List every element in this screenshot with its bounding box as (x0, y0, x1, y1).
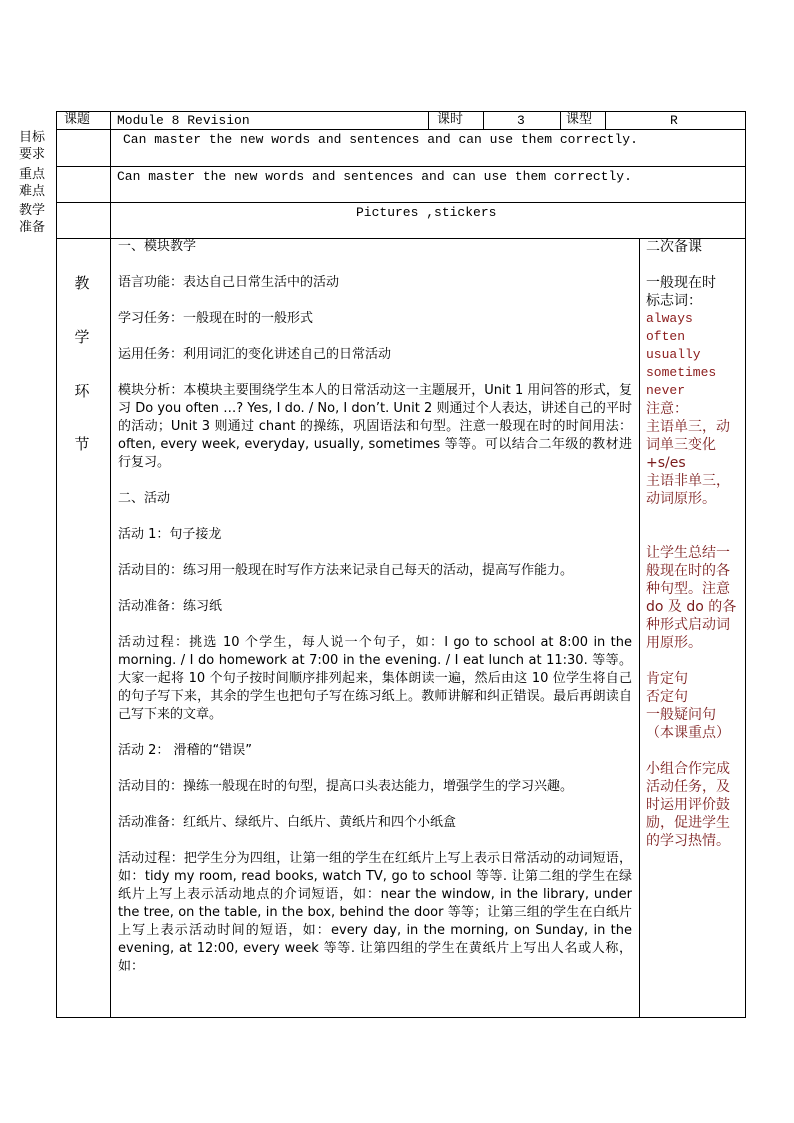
activity-1-prep: 活动准备：练习纸 (118, 599, 223, 614)
process-label-3: 环 (74, 382, 90, 400)
main-content (118, 238, 632, 976)
activity-1-process: 活动过程：挑选 10 个学生，每人说一个句子，如：I go to school at 8:00 in the morning. / I do homework at 7:00 in the evening. / I eat lunch at 11:30. 等等。大家一起将 10 个句子按时间顺序排列起来，集体朗读一遍，然后由这 10 位学生将自己的句子写下来，其余的学生也把句子写在练习纸上。教师讲解和纠正错误。最后再朗读自己写下来的文章。 (118, 635, 632, 722)
hours-label: 课时 (437, 112, 464, 127)
note-suffix: +s/es (646, 455, 686, 471)
prep-label (8, 204, 56, 234)
goals-label-line2: 要求 (18, 147, 45, 162)
note-affirmative: 肯定句 (646, 671, 688, 687)
col-divider (428, 111, 429, 129)
topic-value: Module 8 Revision (117, 113, 250, 128)
prep-label-line2: 准备 (18, 220, 45, 235)
signal-word: sometimes (646, 365, 717, 380)
note-signal-words: 标志词： (646, 293, 702, 309)
type-label: 课型 (566, 112, 593, 127)
note-attention: 注意： (646, 401, 688, 417)
note-summary: 让学生总结一般现在时的各种句型。注意 do 及 do 的各种形式启动词用原形。 (646, 545, 737, 651)
prep-label-line1: 教学 (18, 203, 45, 218)
keypoints-label-line1: 重点 (18, 167, 45, 182)
goals-label (8, 131, 56, 161)
col-divider (483, 111, 484, 129)
signal-word: often (646, 329, 686, 344)
signal-word: always (646, 311, 693, 326)
keypoints-text: Can master the new words and sentences and can use them correctly. (117, 169, 632, 184)
col-divider (639, 238, 640, 1018)
note-question: 一般疑问句（本课重点） (646, 707, 730, 741)
notes-title: 二次备课 (646, 239, 702, 255)
activity-2-goal: 活动目的：操练一般现在时的句型，提高口头表达能力，增强学生的学习兴趣。 (118, 779, 574, 794)
section-activities: 二、活动 (118, 491, 171, 506)
goals-label-line1: 目标 (18, 130, 45, 145)
prep-text: Pictures ,stickers (356, 205, 497, 220)
application-task: 运用任务：利用词汇的变化讲述自己的日常活动 (118, 347, 392, 362)
section-module-teaching: 一、模块教学 (118, 239, 197, 254)
row-divider (56, 129, 746, 130)
module-analysis: 模块分析：本模块主要围绕学生本人的日常活动这一主题展开，Unit 1 用问答的形式，复习 Do you often …? Yes, I do. / No, I don’t. Unit 2 则通过个人表达，讲述自己的平时的活动；Unit 3 则通过 chant 的操练，巩固语法和句型。注意一般现在时的时间用法：often, every week, everyday, usually, sometimes 等等。可以结合二年级的教材进行复习。 (118, 383, 632, 470)
topic-label: 课题 (64, 112, 91, 127)
activity-2-prep: 活动准备：红纸片、绿纸片、白纸片、黄纸片和四个小纸盒 (118, 815, 457, 830)
note-negative: 否定句 (646, 689, 688, 705)
process-label-4: 节 (74, 435, 90, 453)
note-third-person: 主语单三，动词单三变化 (646, 419, 730, 453)
activity-2-title: 活动 2： 滑稽的“错误” (118, 743, 253, 758)
goals-text: Can master the new words and sentences and can use them correctly. (123, 132, 638, 147)
row-divider (56, 202, 746, 203)
row-divider (56, 166, 746, 167)
note-non-third-person: 主语非单三，动词原形。 (646, 473, 730, 507)
activity-2-process: 活动过程：把学生分为四组，让第一组的学生在红纸片上写上表示日常活动的动词短语，如：tidy my room, read books, watch TV, go to school 等等. 让第二组的学生在绿纸片上写上表示活动地点的介词短语，如：near the window, in the library, under the tree, on the table, in the box, behind the door 等等；让第三组的学生在白纸片上写上表示活动时间的短语，如：every day, in the morning, on Sunday, in the evening, at 12:00, every week 等等. 让第四组的学生在黄纸片上写出人名或人称，如： (118, 851, 632, 974)
hours-value: 3 (517, 113, 525, 128)
col-divider (605, 111, 606, 129)
col-divider (560, 111, 561, 129)
keypoints-label-line2: 难点 (18, 184, 45, 199)
signal-word: usually (646, 347, 701, 362)
activity-1-title: 活动 1：句子接龙 (118, 527, 222, 542)
col-divider (110, 111, 111, 1018)
process-label-1: 教 (74, 274, 90, 292)
type-value: R (670, 113, 678, 128)
activity-1-goal: 活动目的：练习用一般现在时写作方法来记录自己每天的活动，提高写作能力。 (118, 563, 574, 578)
note-group-work: 小组合作完成活动任务，及时运用评价鼓励，促进学生的学习热情。 (646, 761, 730, 849)
note-present-tense: 一般现在时 (646, 275, 716, 291)
keypoints-label (8, 168, 56, 198)
learning-task: 学习任务：一般现在时的一般形式 (118, 311, 314, 326)
secondary-notes (646, 238, 742, 850)
language-function: 语言功能：表达自己日常生活中的活动 (118, 275, 340, 290)
signal-word: never (646, 383, 686, 398)
process-label-2: 学 (74, 328, 90, 346)
